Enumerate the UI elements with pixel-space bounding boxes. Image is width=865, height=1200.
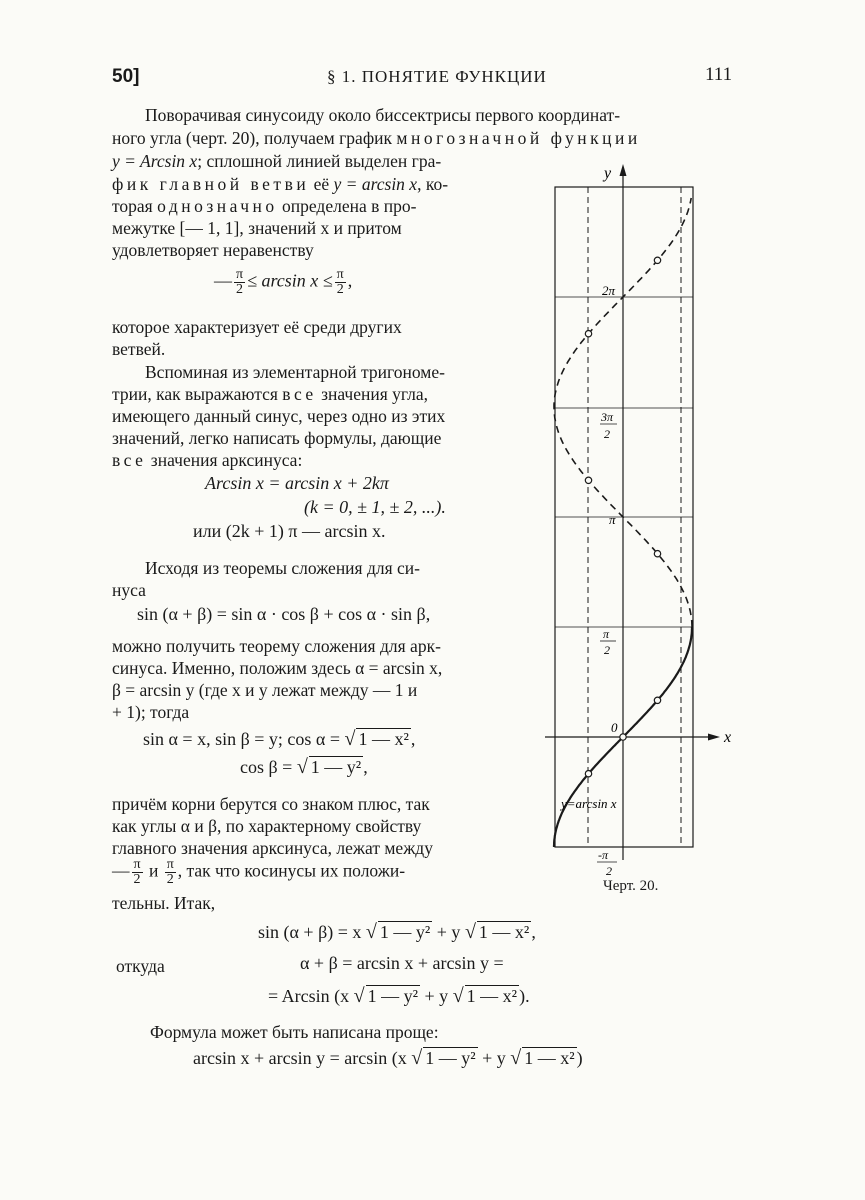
para3-line4: значений, легко написать формулы, дающие: [112, 428, 442, 448]
origin-label: 0: [611, 720, 618, 735]
para1-line4: фик главной ветви её y = arcsin x, ко-: [112, 174, 449, 194]
formula-final-line1: sin (α + β) = x √ 1 — y² + y √ 1 — x² ,: [258, 921, 536, 943]
formula-cos-alpha: sin α = x, sin β = y; cos α = √ 1 — x² ,: [143, 728, 416, 750]
para6-line4: — $\frac{\pi}{2}$ и $\frac{\pi}{2}$ , так что косинусы их положи-: [112, 857, 406, 887]
para5-line2: синуса. Именно, положим здесь α = arcsin x,: [112, 658, 443, 678]
formula-sine-sum: sin (α + β) = sin α · cos β + cos α · sin β,: [137, 604, 431, 624]
para3-line1: Вспоминая из элементарной тригономе-: [145, 362, 445, 382]
para1-line1: Поворачивая синусоиду около биссектрисы первого координат-: [145, 105, 621, 125]
para3-line3: имеющего данный синус, через одно из этих: [112, 406, 446, 426]
tick-label-pi2-den: 2: [604, 643, 610, 657]
para6-line2: как углы α и β, по характерному свойству: [112, 816, 422, 836]
para4-line2: нуса: [112, 580, 146, 600]
para7-line: Формула может быть написана проще:: [150, 1022, 439, 1042]
formula-arcsin-line3: или (2k + 1) π — arcsin x.: [193, 521, 386, 541]
para1-line7: удовлетворяет неравенству: [112, 240, 314, 260]
formula-final-line2: α + β = arcsin x + arcsin y =: [300, 953, 504, 973]
formula-final-line3: = Arcsin (x √ 1 — y² + y √ 1 — x² ).: [268, 985, 530, 1007]
formula-arcsin-line1: Arcsin x = arcsin x + 2kπ: [205, 473, 389, 493]
curve-point-6: [654, 257, 660, 263]
curve-point-2: [654, 697, 660, 703]
tick-label-mpi2-num: -π: [598, 848, 609, 862]
para1-line2: ного угла (черт. 20), получаем график многозначной функции: [112, 128, 641, 148]
tick-label-3pi2-num: 3π: [601, 410, 614, 424]
curve-point-1: [620, 734, 626, 740]
otkuda-word: откуда: [116, 956, 165, 976]
para5-line4: + 1); тогда: [112, 702, 190, 722]
y-axis-arrow: [620, 164, 627, 176]
para3-line2: трии, как выражаются все значения угла,: [112, 384, 429, 404]
curve-point-4: [585, 477, 591, 483]
page-number: 111: [705, 64, 733, 85]
para6-line5: тельны. Итак,: [112, 893, 216, 913]
para3-line5: все значения арксинуса:: [112, 450, 303, 470]
tick-label-mpi2-den: 2: [606, 864, 612, 878]
formula-simple: arcsin x + arcsin y = arcsin (x √ 1 — y² + y √ 1 — x² ): [193, 1047, 583, 1069]
curve-point-3: [654, 551, 660, 557]
curve-point-0: [585, 771, 591, 777]
formula-cos-beta: cos β = √ 1 — y² ,: [240, 756, 368, 778]
inequality-formula: — $\frac{\pi}{2}$ ≤ arcsin x ≤ $\frac{\pi}{2}$ ,: [214, 267, 353, 297]
formula-arcsin-line2: (k = 0, ± 1, ± 2, ...).: [304, 497, 446, 517]
tick-label-2pi: 2π: [602, 283, 616, 298]
para5-line3: β = arcsin y (где x и y лежат между — 1 и: [112, 680, 418, 700]
chapter-number: 50]: [112, 66, 140, 87]
curve-label: y=arcsin x: [561, 796, 617, 811]
para6-line3: главного значения арксинуса, лежат между: [112, 838, 433, 858]
para2-line2: ветвей.: [112, 339, 166, 359]
figure-arcsin-graph: [540, 150, 740, 880]
tick-label-pi2-num: π: [603, 627, 610, 641]
x-axis-label: x: [724, 729, 732, 746]
para4-line1: Исходя из теоремы сложения для си-: [145, 558, 420, 578]
para2-line1: которое характеризует её среди других: [112, 317, 402, 337]
para1-line6: межутке [— 1, 1], значений x и притом: [112, 218, 402, 238]
section-title: § 1. ПОНЯТИЕ ФУНКЦИИ: [327, 67, 547, 86]
para6-line1: причём корни берутся со знаком плюс, так: [112, 794, 430, 814]
figure-caption: Черт. 20.: [603, 878, 659, 894]
para1-line3: y = Arcsin x; сплошной линией выделен гра-: [112, 151, 442, 171]
x-axis-arrow: [708, 734, 720, 741]
tick-label-3pi2-den: 2: [604, 427, 610, 441]
y-axis-label: y: [604, 165, 612, 182]
para5-line1: можно получить теорему сложения для арк-: [112, 636, 441, 656]
tick-label-pi: π: [609, 512, 616, 527]
curve-point-5: [585, 331, 591, 337]
para1-line5: торая однозначно определена в про-: [112, 196, 417, 216]
